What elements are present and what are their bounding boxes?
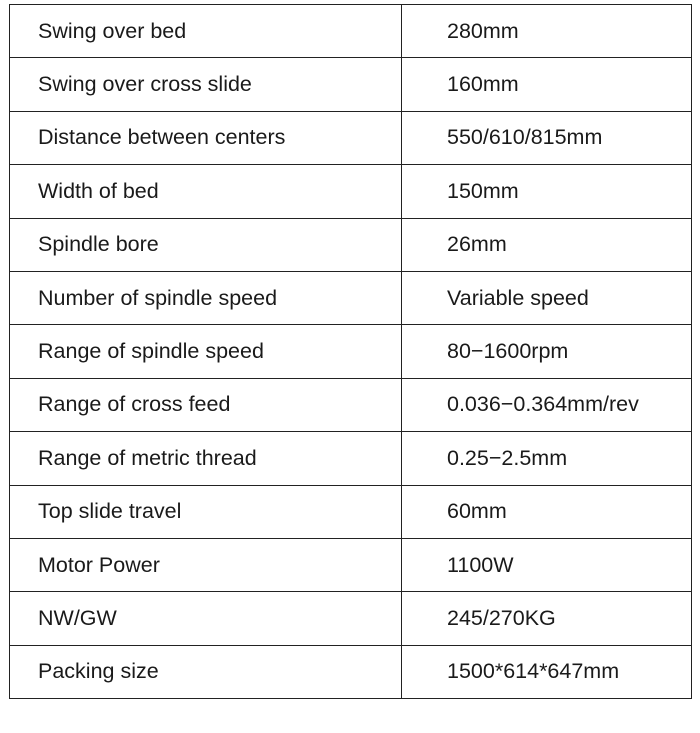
spec-name: Width of bed bbox=[10, 165, 402, 218]
table-row bbox=[10, 111, 692, 164]
table-row bbox=[10, 5, 692, 58]
table-row bbox=[10, 165, 692, 218]
spec-value: 1500*614*647mm bbox=[402, 645, 692, 698]
spec-value: 160mm bbox=[402, 58, 692, 111]
spec-name: Number of spindle speed bbox=[10, 271, 402, 324]
spec-value: 0.25−2.5mm bbox=[402, 432, 692, 485]
spec-value: 150mm bbox=[402, 165, 692, 218]
spec-value: 80−1600rpm bbox=[402, 325, 692, 378]
spec-name: Range of cross feed bbox=[10, 378, 402, 431]
spec-value: Variable speed bbox=[402, 271, 692, 324]
table-row bbox=[10, 271, 692, 324]
spec-value: 550/610/815mm bbox=[402, 111, 692, 164]
table-row bbox=[10, 218, 692, 271]
spec-name: Swing over cross slide bbox=[10, 58, 402, 111]
table-row bbox=[10, 645, 692, 698]
spec-name: Distance between centers bbox=[10, 111, 402, 164]
table-row bbox=[10, 538, 692, 591]
spec-value: 0.036−0.364mm/rev bbox=[402, 378, 692, 431]
spec-name: NW/GW bbox=[10, 592, 402, 645]
spec-value: 245/270KG bbox=[402, 592, 692, 645]
spec-name: Packing size bbox=[10, 645, 402, 698]
spec-table bbox=[9, 4, 692, 699]
spec-name: Range of metric thread bbox=[10, 432, 402, 485]
table-row bbox=[10, 485, 692, 538]
spec-value: 26mm bbox=[402, 218, 692, 271]
table-row bbox=[10, 58, 692, 111]
table-row bbox=[10, 592, 692, 645]
spec-name: Top slide travel bbox=[10, 485, 402, 538]
spec-name: Spindle bore bbox=[10, 218, 402, 271]
spec-value: 60mm bbox=[402, 485, 692, 538]
spec-name: Motor Power bbox=[10, 538, 402, 591]
table-row bbox=[10, 325, 692, 378]
spec-name: Swing over bed bbox=[10, 5, 402, 58]
spec-value: 280mm bbox=[402, 5, 692, 58]
spec-value: 1100W bbox=[402, 538, 692, 591]
spec-name: Range of spindle speed bbox=[10, 325, 402, 378]
table-row bbox=[10, 432, 692, 485]
table-row bbox=[10, 378, 692, 431]
